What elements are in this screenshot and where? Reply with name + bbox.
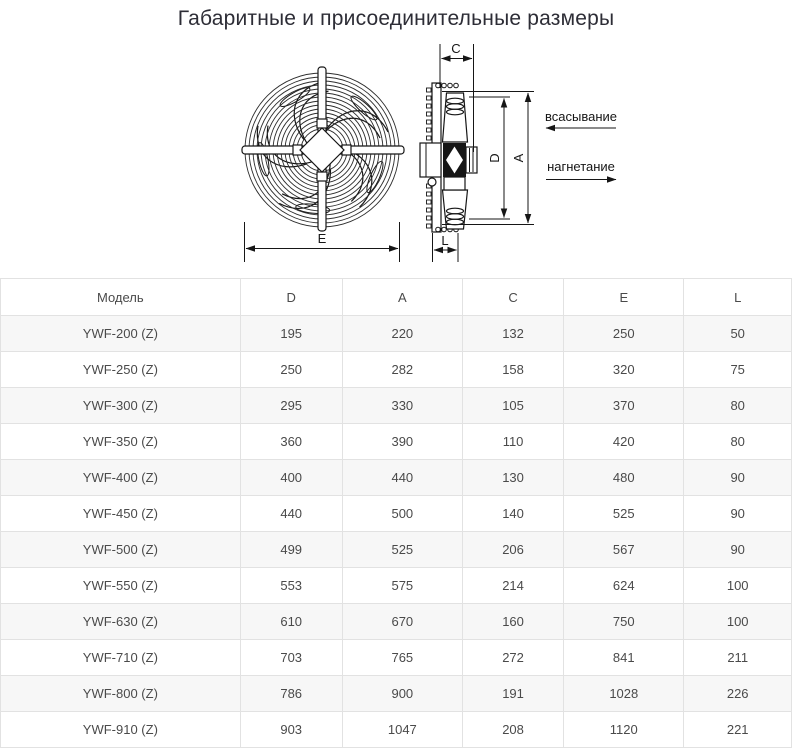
fan-front-view — [235, 67, 404, 262]
table-row — [1, 316, 792, 352]
value-cell: 610 — [240, 604, 342, 640]
value-cell: 390 — [342, 424, 462, 460]
value-cell: 440 — [240, 496, 342, 532]
value-cell: 75 — [684, 352, 792, 388]
value-cell: 765 — [342, 640, 462, 676]
fan-side-view — [420, 41, 617, 262]
value-cell: 703 — [240, 640, 342, 676]
value-cell: 100 — [684, 568, 792, 604]
value-cell: 100 — [684, 604, 792, 640]
value-cell: 282 — [342, 352, 462, 388]
value-cell: 80 — [684, 388, 792, 424]
column-header: D — [240, 279, 342, 316]
value-cell: 90 — [684, 460, 792, 496]
model-cell: YWF-250 (Z) — [1, 352, 241, 388]
value-cell: 525 — [342, 532, 462, 568]
value-cell: 132 — [462, 316, 563, 352]
value-cell: 90 — [684, 496, 792, 532]
value-cell: 130 — [462, 460, 563, 496]
table-row — [1, 388, 792, 424]
dim-label-E: E — [317, 231, 327, 246]
value-cell: 208 — [462, 712, 563, 748]
table-row — [1, 532, 792, 568]
value-cell: 110 — [462, 424, 563, 460]
value-cell: 670 — [342, 604, 462, 640]
value-cell: 211 — [684, 640, 792, 676]
dim-label-C: C — [451, 41, 461, 56]
fan-dimension-drawing-svg — [0, 40, 792, 278]
model-cell: YWF-200 (Z) — [1, 316, 241, 352]
value-cell: 900 — [342, 676, 462, 712]
column-header: A — [342, 279, 462, 316]
value-cell: 158 — [462, 352, 563, 388]
model-cell: YWF-550 (Z) — [1, 568, 241, 604]
value-cell: 360 — [240, 424, 342, 460]
terminal-box — [420, 143, 441, 177]
table-row — [1, 424, 792, 460]
model-cell: YWF-710 (Z) — [1, 640, 241, 676]
value-cell: 1028 — [564, 676, 684, 712]
table-row — [1, 568, 792, 604]
page-title: Габаритные и присоединительные размеры — [177, 7, 615, 30]
value-cell: 191 — [462, 676, 563, 712]
value-cell: 105 — [462, 388, 563, 424]
value-cell: 250 — [240, 352, 342, 388]
value-cell: 786 — [240, 676, 342, 712]
value-cell: 80 — [684, 424, 792, 460]
strut-joint — [317, 119, 327, 128]
strut-joint — [317, 172, 327, 181]
dimension-L — [433, 233, 459, 262]
value-cell: 226 — [684, 676, 792, 712]
suction-label: всасывание — [545, 109, 617, 124]
value-cell: 272 — [462, 640, 563, 676]
column-header: L — [684, 279, 792, 316]
model-cell: YWF-910 (Z) — [1, 712, 241, 748]
value-cell: 750 — [564, 604, 684, 640]
value-cell: 480 — [564, 460, 684, 496]
value-cell: 320 — [564, 352, 684, 388]
column-header: C — [462, 279, 563, 316]
center-hub-diamond — [300, 128, 344, 172]
value-cell: 624 — [564, 568, 684, 604]
model-cell: YWF-350 (Z) — [1, 424, 241, 460]
value-cell: 903 — [240, 712, 342, 748]
model-cell: YWF-800 (Z) — [1, 676, 241, 712]
value-cell: 420 — [564, 424, 684, 460]
value-cell: 370 — [564, 388, 684, 424]
value-cell: 500 — [342, 496, 462, 532]
fan-dimension-drawing — [0, 40, 792, 278]
dimensions-table-header — [1, 279, 792, 316]
table-row — [1, 604, 792, 640]
dim-label-D: D — [487, 153, 502, 163]
table-row — [1, 352, 792, 388]
motor-end-cap — [466, 147, 477, 173]
table-row — [1, 712, 792, 748]
dim-label-L: L — [441, 233, 449, 248]
value-cell: 330 — [342, 388, 462, 424]
value-cell: 1047 — [342, 712, 462, 748]
cable-gland — [428, 178, 436, 186]
column-header: E — [564, 279, 684, 316]
value-cell: 214 — [462, 568, 563, 604]
dim-label-A: A — [511, 153, 526, 163]
value-cell: 221 — [684, 712, 792, 748]
value-cell: 160 — [462, 604, 563, 640]
discharge-label: нагнетание — [547, 159, 615, 174]
value-cell: 841 — [564, 640, 684, 676]
value-cell: 575 — [342, 568, 462, 604]
value-cell: 295 — [240, 388, 342, 424]
table-row — [1, 640, 792, 676]
value-cell: 90 — [684, 532, 792, 568]
airflow-annotations — [545, 109, 617, 180]
value-cell: 553 — [240, 568, 342, 604]
value-cell: 525 — [564, 496, 684, 532]
value-cell: 140 — [462, 496, 563, 532]
motor-lower-body — [444, 177, 465, 190]
table-row — [1, 496, 792, 532]
value-cell: 499 — [240, 532, 342, 568]
model-cell: YWF-630 (Z) — [1, 604, 241, 640]
table-row — [1, 676, 792, 712]
value-cell: 206 — [462, 532, 563, 568]
model-cell: YWF-450 (Z) — [1, 496, 241, 532]
value-cell: 440 — [342, 460, 462, 496]
column-header: Модель — [1, 279, 241, 316]
value-cell: 220 — [342, 316, 462, 352]
dimensions-table — [0, 278, 792, 748]
model-cell: YWF-500 (Z) — [1, 532, 241, 568]
value-cell: 250 — [564, 316, 684, 352]
value-cell: 195 — [240, 316, 342, 352]
value-cell: 400 — [240, 460, 342, 496]
model-cell: YWF-300 (Z) — [1, 388, 241, 424]
value-cell: 1120 — [564, 712, 684, 748]
table-row — [1, 460, 792, 496]
value-cell: 50 — [684, 316, 792, 352]
value-cell: 567 — [564, 532, 684, 568]
model-cell: YWF-400 (Z) — [1, 460, 241, 496]
